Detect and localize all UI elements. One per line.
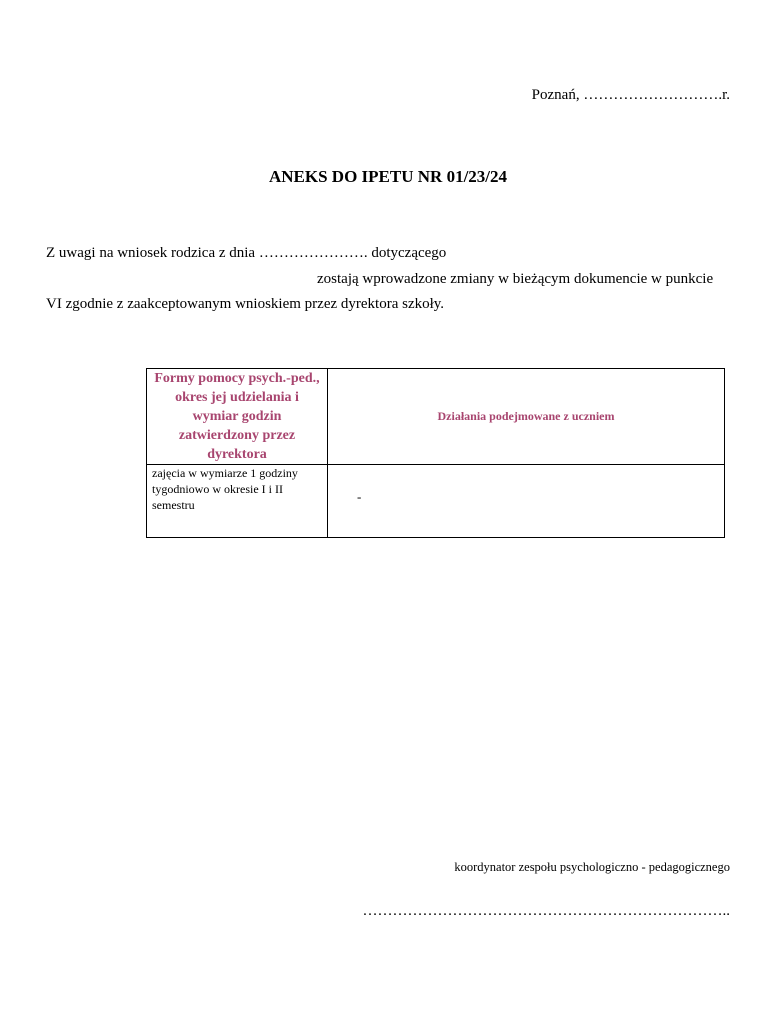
table-row xyxy=(147,465,725,538)
date-line: Poznań, ……………………….r. xyxy=(531,87,730,103)
header-cell-forms xyxy=(147,369,328,465)
cell-forms-value xyxy=(147,465,328,538)
forms-value-text: zajęcia w wymiarze 1 godziny tygodniowo w okresie I i II semestru xyxy=(152,466,298,512)
document-title: ANEKS DO IPETU NR 01/23/24 xyxy=(268,167,508,186)
header-forms-text: Formy pomocy psych.-ped., okres jej udzielania i wymiar godzin zatwierdzony przez dyrektora xyxy=(154,371,320,462)
cell-actions-value xyxy=(328,465,725,538)
actions-value-text: - xyxy=(357,489,362,504)
signature-line: ……………………………………………………………….. xyxy=(362,903,730,919)
paragraph-line-2: zostają wprowadzone zmiany w bieżącym dokumencie w punkcie xyxy=(317,271,714,287)
paragraph-line-1: Z uwagi na wniosek rodzica z dnia …………………. dotyczącego xyxy=(46,245,447,261)
support-table xyxy=(146,368,725,538)
coordinator-label: koordynator zespołu psychologiczno - pedagogicznego xyxy=(454,860,730,874)
table-header-row xyxy=(147,369,725,465)
paragraph-line-3: VI zgodnie z zaakceptowanym wnioskiem przez dyrektora szkoły. xyxy=(46,296,445,312)
header-actions-text: Działania podejmowane z uczniem xyxy=(437,409,615,423)
header-cell-actions xyxy=(328,369,725,465)
